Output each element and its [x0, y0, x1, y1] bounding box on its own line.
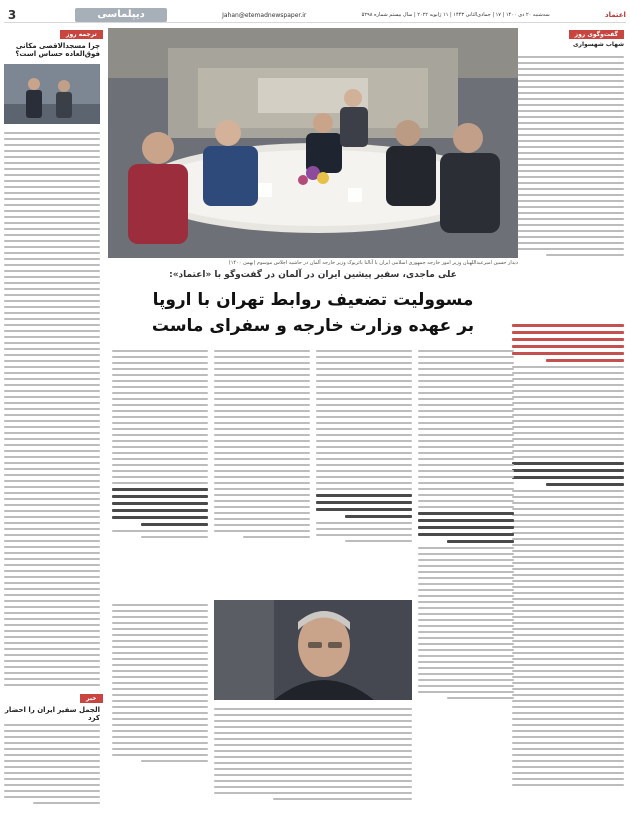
article-column-4-bottom	[112, 600, 208, 800]
page-number: 3	[7, 8, 17, 22]
left-story-photo	[4, 64, 100, 124]
article-column-1	[418, 346, 514, 786]
photo-caption: دیدار حسین امیرعبداللهیان وزیر امور خارجه جمهوری اسلامی ایران با آنالنا بائربوک وزیر خارجه آلمان در حاشیه اجلاس موسوم (بهمن ۱۴۰۰)	[228, 260, 518, 266]
section-name: دیپلماسی	[75, 8, 166, 22]
headline-line-1: مسوولیت تضعیف روابط تهران با اروپا	[152, 290, 474, 310]
article-column-4	[112, 346, 208, 596]
left-news-title: الجمل سفیر ایران را احضار کرد	[4, 706, 100, 722]
left-news-text	[4, 720, 100, 810]
article-column-3	[214, 346, 310, 596]
portrait-photo	[214, 600, 412, 700]
main-photo-meeting	[108, 28, 518, 258]
dateline: سه‌شنبه ۲۰ دی ۱۴۰۰ | ۱۷ | جمادی‌الثانی ۱۴۴۳ | ۱۱ ژانویه ۲۰۲۲ | سال بیستم شماره ۵۲۹۸	[361, 12, 550, 18]
masthead	[4, 8, 626, 23]
left-story-title: چرا مسجدالاقصی مکانی فوق‌العاده حساس است؟	[15, 42, 100, 58]
left-news-label: خبر	[80, 694, 103, 703]
meeting-photo-illustration	[108, 28, 518, 258]
article-bottom-text	[214, 704, 412, 804]
email-address: Jahan@etemadnewspaper.ir	[222, 11, 307, 19]
newspaper-logo: اعتماد	[605, 11, 626, 19]
portrait-illustration	[214, 600, 412, 700]
kicker: علی ماجدی، سفیر پیشین ایران در آلمان در گفت‌وگو با «اعتماد»:	[169, 270, 457, 280]
right-column-author: شهاب شهسواری	[573, 41, 624, 48]
left-story-text	[4, 128, 100, 688]
right-column-label: گفت‌وگوی روز	[569, 30, 624, 39]
article-column-2	[316, 346, 412, 596]
right-column-text-top	[512, 52, 624, 317]
headline-line-2: بر عهده وزارت خارجه و سفرای ماست	[151, 316, 475, 336]
left-column-label: ترجمه روز	[60, 30, 103, 39]
left-photo-illustration	[4, 64, 100, 124]
right-column-text-bottom	[512, 320, 624, 790]
